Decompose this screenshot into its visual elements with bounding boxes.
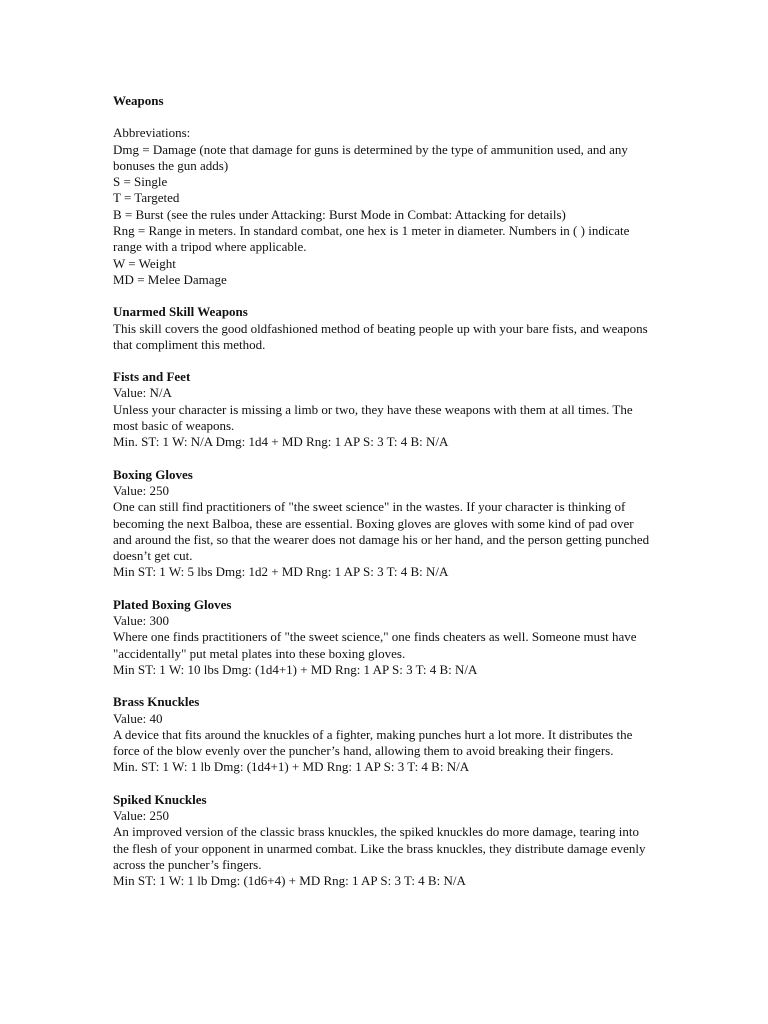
weapon-description: Unless your character is missing a limb or two, they have these weapons with them at all times. The most basic of weapons. <box>113 401 633 434</box>
weapon-value: Value: 250 <box>113 807 169 823</box>
section-description: This skill covers the good oldfashioned method of beating people up with your bare fists, and weapons that compliment this method. <box>113 320 648 352</box>
weapon-description: Where one finds practitioners of "the sweet science," one finds cheaters as well. Someone must have "accidentally" put metal plates into these boxing gloves. <box>113 629 637 661</box>
abbreviation-line: MD = Melee Damage <box>113 271 227 287</box>
abbreviation-line: W = Weight <box>113 255 176 271</box>
weapon-entry <box>113 369 653 450</box>
weapon-name: Plated Boxing Gloves <box>113 596 232 612</box>
weapon-entry <box>113 694 653 775</box>
abbreviations-heading: Abbreviations: <box>113 125 191 141</box>
weapon-name: Brass Knuckles <box>113 694 200 710</box>
document-title: Weapons <box>113 93 164 108</box>
weapon-name: Spiked Knuckles <box>113 791 207 807</box>
section-title: Unarmed Skill Weapons <box>113 304 248 320</box>
weapon-description: An improved version of the classic brass knuckles, the spiked knuckles do more damage, tearing into the flesh of your opponent in unarmed combat. Like the brass knuckles, they distribute damage evenly across the puncher’s fingers. <box>113 824 646 872</box>
weapon-stats: Min ST: 1 W: 5 lbs Dmg: 1d2 + MD Rng: 1 AP S: 3 T: 4 B: N/A <box>113 564 449 580</box>
weapon-value: Value: 250 <box>113 482 169 498</box>
weapon-entry <box>113 792 653 890</box>
weapon-entry <box>113 597 653 678</box>
weapon-name: Fists and Feet <box>113 369 191 385</box>
weapon-description: One can still find practitioners of "the sweet science" in the wastes. If your character is thinking of becoming the next Balboa, these are essential. Boxing gloves are gloves with some kind of pad over and around the fist, so that the wearer does not damage his or her hand, and the person getting punched doesn’t get cut. <box>113 499 650 564</box>
weapon-value: Value: 300 <box>113 613 169 629</box>
weapon-description: A device that fits around the knuckles of a fighter, making punches hurt a lot more. It distributes the force of the blow evenly over the puncher’s hand, allowing them to avoid breaking their fingers. <box>113 726 633 759</box>
weapon-stats: Min ST: 1 W: 1 lb Dmg: (1d6+4) + MD Rng: 1 AP S: 3 T: 4 B: N/A <box>113 873 466 889</box>
weapon-stats: Min ST: 1 W: 10 lbs Dmg: (1d4+1) + MD Rng: 1 AP S: 3 T: 4 B: N/A <box>113 661 478 677</box>
section-unarmed <box>113 304 653 353</box>
weapon-stats: Min. ST: 1 W: 1 lb Dmg: (1d4+1) + MD Rng: 1 AP S: 3 T: 4 B: N/A <box>113 759 470 775</box>
abbreviation-line: Rng = Range in meters. In standard combat, one hex is 1 meter in diameter. Numbers in ( ) indicate range with a tripod where applicable. <box>113 223 633 255</box>
document-page <box>113 93 653 905</box>
abbreviations-block <box>113 125 653 288</box>
spacer <box>113 109 653 125</box>
abbreviation-line: T = Targeted <box>113 190 180 206</box>
weapon-name: Boxing Gloves <box>113 466 193 482</box>
weapon-value: Value: 40 <box>113 710 163 726</box>
abbreviation-line: S = Single <box>113 174 168 190</box>
abbreviation-line: Dmg = Damage (note that damage for guns is determined by the type of ammunition used, and any bonuses the gun adds) <box>113 141 632 173</box>
abbreviation-line: B = Burst (see the rules under Attacking: Burst Mode in Combat: Attacking for details) <box>113 206 566 222</box>
weapon-value: Value: N/A <box>113 385 172 401</box>
weapon-entry <box>113 467 653 581</box>
weapon-stats: Min. ST: 1 W: N/A Dmg: 1d4 + MD Rng: 1 AP S: 3 T: 4 B: N/A <box>113 434 449 450</box>
